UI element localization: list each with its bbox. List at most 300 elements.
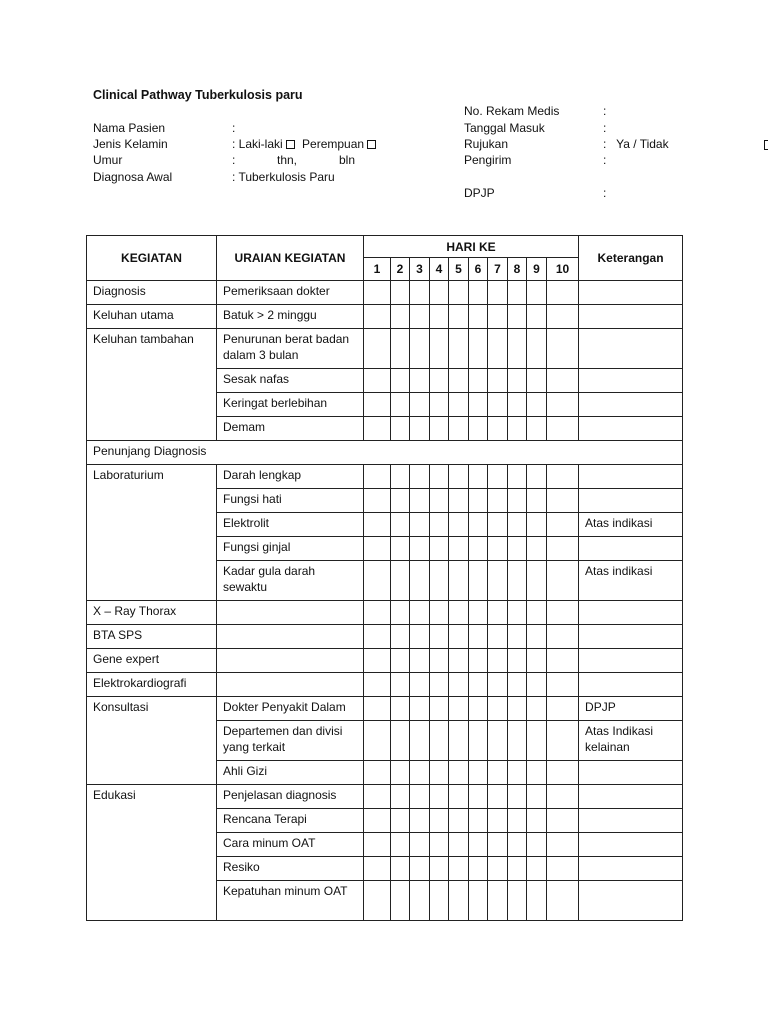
day-1-cell[interactable]	[364, 369, 391, 393]
day-9-cell[interactable]	[527, 697, 547, 721]
day-5-cell[interactable]	[449, 465, 469, 489]
day-8-cell[interactable]	[508, 761, 527, 785]
table-row	[87, 673, 683, 697]
field-label-rujukan: Rujukan	[464, 137, 509, 151]
day-1-cell[interactable]	[364, 833, 391, 857]
day-3-cell[interactable]	[410, 489, 430, 513]
day-8-cell[interactable]	[508, 561, 527, 601]
day-5-cell[interactable]	[449, 393, 469, 417]
day-3-cell[interactable]	[410, 513, 430, 537]
day-8-cell[interactable]	[508, 513, 527, 537]
day-7-cell[interactable]	[488, 625, 508, 649]
day-1-cell[interactable]	[364, 281, 391, 305]
keterangan-cell[interactable]	[579, 489, 683, 513]
day-6-cell[interactable]	[469, 393, 488, 417]
day-5-cell[interactable]	[449, 329, 469, 369]
keterangan-cell[interactable]	[579, 417, 683, 441]
day-3-cell[interactable]	[410, 881, 430, 921]
uraian-cell: Penjelasan diagnosis	[217, 785, 364, 809]
day-9-cell[interactable]	[527, 537, 547, 561]
day-3-cell[interactable]	[410, 601, 430, 625]
uraian-cell	[217, 625, 364, 649]
checkbox-rujukan[interactable]	[764, 140, 768, 150]
day-9-cell[interactable]	[527, 673, 547, 697]
day-10-cell[interactable]	[547, 881, 579, 921]
day-4-cell[interactable]	[430, 809, 449, 833]
day-9-cell[interactable]	[527, 785, 547, 809]
day-9-cell[interactable]	[527, 513, 547, 537]
day-3-cell[interactable]	[410, 721, 430, 761]
day-10-cell[interactable]	[547, 305, 579, 329]
day-8-cell[interactable]	[508, 809, 527, 833]
day-2-cell[interactable]	[391, 393, 410, 417]
day-8-cell[interactable]	[508, 649, 527, 673]
day-7-cell[interactable]	[488, 761, 508, 785]
day-7-cell[interactable]	[488, 857, 508, 881]
day-3-cell[interactable]	[410, 761, 430, 785]
uraian-cell: Fungsi ginjal	[217, 537, 364, 561]
day-3-cell[interactable]	[410, 625, 430, 649]
header-day-10: 10	[547, 258, 579, 281]
day-1-cell[interactable]	[364, 761, 391, 785]
day-9-cell[interactable]	[527, 649, 547, 673]
day-3-cell[interactable]	[410, 417, 430, 441]
section-row	[87, 441, 683, 465]
day-10-cell[interactable]	[547, 465, 579, 489]
day-3-cell[interactable]	[410, 561, 430, 601]
keterangan-cell[interactable]	[579, 625, 683, 649]
day-1-cell[interactable]	[364, 649, 391, 673]
day-1-cell[interactable]	[364, 513, 391, 537]
day-8-cell[interactable]	[508, 857, 527, 881]
day-8-cell[interactable]	[508, 281, 527, 305]
day-1-cell[interactable]	[364, 721, 391, 761]
day-3-cell[interactable]	[410, 649, 430, 673]
day-2-cell[interactable]	[391, 857, 410, 881]
day-7-cell[interactable]	[488, 417, 508, 441]
day-10-cell[interactable]	[547, 601, 579, 625]
day-4-cell[interactable]	[430, 673, 449, 697]
keterangan-cell[interactable]	[579, 857, 683, 881]
day-9-cell[interactable]	[527, 601, 547, 625]
day-4-cell[interactable]	[430, 601, 449, 625]
day-1-cell[interactable]	[364, 697, 391, 721]
day-4-cell[interactable]	[430, 489, 449, 513]
day-3-cell[interactable]	[410, 369, 430, 393]
day-3-cell[interactable]	[410, 673, 430, 697]
day-7-cell[interactable]	[488, 809, 508, 833]
day-10-cell[interactable]	[547, 673, 579, 697]
day-7-cell[interactable]	[488, 489, 508, 513]
day-3-cell[interactable]	[410, 809, 430, 833]
day-6-cell[interactable]	[469, 417, 488, 441]
kegiatan-cell: Keluhan utama	[87, 305, 217, 329]
day-9-cell[interactable]	[527, 489, 547, 513]
day-1-cell[interactable]	[364, 305, 391, 329]
keterangan-cell[interactable]	[579, 785, 683, 809]
day-2-cell[interactable]	[391, 721, 410, 761]
uraian-cell: Darah lengkap	[217, 465, 364, 489]
day-4-cell[interactable]	[430, 281, 449, 305]
keterangan-cell[interactable]: DPJP	[579, 697, 683, 721]
day-5-cell[interactable]	[449, 281, 469, 305]
day-2-cell[interactable]	[391, 417, 410, 441]
day-7-cell[interactable]	[488, 305, 508, 329]
day-8-cell[interactable]	[508, 329, 527, 369]
day-9-cell[interactable]	[527, 417, 547, 441]
day-3-cell[interactable]	[410, 329, 430, 369]
day-4-cell[interactable]	[430, 305, 449, 329]
day-10-cell[interactable]	[547, 649, 579, 673]
day-4-cell[interactable]	[430, 881, 449, 921]
table-row	[87, 697, 683, 721]
checkbox-laki-laki[interactable]	[286, 140, 295, 149]
day-1-cell[interactable]	[364, 809, 391, 833]
table-row	[87, 625, 683, 649]
table-row	[87, 785, 683, 809]
day-5-cell[interactable]	[449, 537, 469, 561]
table-row	[87, 465, 683, 489]
day-7-cell[interactable]	[488, 649, 508, 673]
day-6-cell[interactable]	[469, 537, 488, 561]
day-9-cell[interactable]	[527, 625, 547, 649]
day-5-cell[interactable]	[449, 513, 469, 537]
day-10-cell[interactable]	[547, 809, 579, 833]
day-10-cell[interactable]	[547, 417, 579, 441]
keterangan-cell[interactable]	[579, 673, 683, 697]
day-7-cell[interactable]	[488, 881, 508, 921]
keterangan-cell[interactable]	[579, 601, 683, 625]
day-7-cell[interactable]	[488, 601, 508, 625]
field-value-rujukan[interactable]: : Ya / Tidak	[603, 137, 669, 151]
day-2-cell[interactable]	[391, 833, 410, 857]
day-6-cell[interactable]	[469, 513, 488, 537]
uraian-cell	[217, 649, 364, 673]
keterangan-cell[interactable]	[579, 393, 683, 417]
day-9-cell[interactable]	[527, 857, 547, 881]
day-4-cell[interactable]	[430, 721, 449, 761]
field-value-nama-pasien[interactable]: :	[232, 121, 236, 135]
keterangan-cell[interactable]: Atas indikasi	[579, 561, 683, 601]
field-value-pengirim[interactable]: :	[603, 153, 607, 167]
field-label-dpjp: DPJP	[464, 186, 495, 200]
day-2-cell[interactable]	[391, 881, 410, 921]
field-label-jenis-kelamin: Jenis Kelamin	[93, 137, 168, 151]
day-9-cell[interactable]	[527, 465, 547, 489]
day-8-cell[interactable]	[508, 673, 527, 697]
day-5-cell[interactable]	[449, 305, 469, 329]
day-4-cell[interactable]	[430, 417, 449, 441]
field-value-jenis-kelamin	[232, 137, 376, 151]
day-2-cell[interactable]	[391, 305, 410, 329]
day-2-cell[interactable]	[391, 489, 410, 513]
keterangan-cell[interactable]	[579, 369, 683, 393]
day-8-cell[interactable]	[508, 417, 527, 441]
day-1-cell[interactable]	[364, 625, 391, 649]
day-10-cell[interactable]	[547, 329, 579, 369]
keterangan-cell[interactable]	[579, 881, 683, 921]
day-1-cell[interactable]	[364, 465, 391, 489]
day-7-cell[interactable]	[488, 537, 508, 561]
day-5-cell[interactable]	[449, 489, 469, 513]
day-5-cell[interactable]	[449, 761, 469, 785]
day-10-cell[interactable]	[547, 369, 579, 393]
day-7-cell[interactable]	[488, 721, 508, 761]
day-3-cell[interactable]	[410, 537, 430, 561]
day-8-cell[interactable]	[508, 369, 527, 393]
header-day-8: 8	[508, 258, 527, 281]
day-1-cell[interactable]	[364, 417, 391, 441]
day-6-cell[interactable]	[469, 857, 488, 881]
day-2-cell[interactable]	[391, 673, 410, 697]
kegiatan-cell: Edukasi	[87, 785, 217, 921]
day-1-cell[interactable]	[364, 489, 391, 513]
day-6-cell[interactable]	[469, 601, 488, 625]
day-5-cell[interactable]	[449, 785, 469, 809]
day-1-cell[interactable]	[364, 881, 391, 921]
day-7-cell[interactable]	[488, 281, 508, 305]
keterangan-cell[interactable]	[579, 329, 683, 369]
day-10-cell[interactable]	[547, 393, 579, 417]
day-6-cell[interactable]	[469, 673, 488, 697]
day-3-cell[interactable]	[410, 697, 430, 721]
day-7-cell[interactable]	[488, 369, 508, 393]
day-5-cell[interactable]	[449, 601, 469, 625]
day-2-cell[interactable]	[391, 809, 410, 833]
keterangan-cell[interactable]	[579, 649, 683, 673]
day-9-cell[interactable]	[527, 809, 547, 833]
day-7-cell[interactable]	[488, 673, 508, 697]
field-value-no-rekam-medis[interactable]: :	[603, 104, 607, 118]
day-7-cell[interactable]	[488, 561, 508, 601]
day-3-cell[interactable]	[410, 833, 430, 857]
day-5-cell[interactable]	[449, 625, 469, 649]
day-1-cell[interactable]	[364, 329, 391, 369]
day-2-cell[interactable]	[391, 465, 410, 489]
keterangan-cell[interactable]	[579, 281, 683, 305]
day-4-cell[interactable]	[430, 513, 449, 537]
day-7-cell[interactable]	[488, 393, 508, 417]
day-1-cell[interactable]	[364, 785, 391, 809]
day-4-cell[interactable]	[430, 697, 449, 721]
day-6-cell[interactable]	[469, 649, 488, 673]
day-9-cell[interactable]	[527, 305, 547, 329]
day-7-cell[interactable]	[488, 513, 508, 537]
day-8-cell[interactable]	[508, 537, 527, 561]
day-2-cell[interactable]	[391, 513, 410, 537]
day-5-cell[interactable]	[449, 649, 469, 673]
kegiatan-cell: Diagnosis	[87, 281, 217, 305]
day-8-cell[interactable]	[508, 625, 527, 649]
day-3-cell[interactable]	[410, 857, 430, 881]
header-day-6: 6	[469, 258, 488, 281]
field-value-dpjp[interactable]: :	[603, 186, 607, 200]
day-8-cell[interactable]	[508, 393, 527, 417]
uraian-cell	[217, 673, 364, 697]
uraian-cell: Sesak nafas	[217, 369, 364, 393]
day-4-cell[interactable]	[430, 761, 449, 785]
day-6-cell[interactable]	[469, 369, 488, 393]
kegiatan-cell: BTA SPS	[87, 625, 217, 649]
day-2-cell[interactable]	[391, 785, 410, 809]
day-5-cell[interactable]	[449, 417, 469, 441]
uraian-cell: Ahli Gizi	[217, 761, 364, 785]
day-9-cell[interactable]	[527, 369, 547, 393]
day-3-cell[interactable]	[410, 393, 430, 417]
day-4-cell[interactable]	[430, 625, 449, 649]
field-label-pengirim: Pengirim	[464, 153, 512, 167]
day-5-cell[interactable]	[449, 561, 469, 601]
day-2-cell[interactable]	[391, 329, 410, 369]
day-4-cell[interactable]	[430, 649, 449, 673]
day-4-cell[interactable]	[430, 537, 449, 561]
checkbox-perempuan[interactable]	[367, 140, 376, 149]
day-5-cell[interactable]	[449, 369, 469, 393]
day-4-cell[interactable]	[430, 329, 449, 369]
day-4-cell[interactable]	[430, 561, 449, 601]
day-8-cell[interactable]	[508, 465, 527, 489]
day-2-cell[interactable]	[391, 697, 410, 721]
day-6-cell[interactable]	[469, 625, 488, 649]
field-value-umur-colon: :	[232, 153, 236, 167]
day-8-cell[interactable]	[508, 489, 527, 513]
kegiatan-cell: Gene expert	[87, 649, 217, 673]
day-7-cell[interactable]	[488, 833, 508, 857]
day-6-cell[interactable]	[469, 785, 488, 809]
day-5-cell[interactable]	[449, 673, 469, 697]
day-1-cell[interactable]	[364, 537, 391, 561]
day-6-cell[interactable]	[469, 697, 488, 721]
day-5-cell[interactable]	[449, 721, 469, 761]
day-6-cell[interactable]	[469, 489, 488, 513]
day-2-cell[interactable]	[391, 561, 410, 601]
day-5-cell[interactable]	[449, 833, 469, 857]
day-6-cell[interactable]	[469, 561, 488, 601]
day-10-cell[interactable]	[547, 833, 579, 857]
day-8-cell[interactable]	[508, 833, 527, 857]
day-9-cell[interactable]	[527, 393, 547, 417]
keterangan-cell[interactable]	[579, 465, 683, 489]
day-9-cell[interactable]	[527, 721, 547, 761]
keterangan-cell[interactable]	[579, 809, 683, 833]
day-7-cell[interactable]	[488, 329, 508, 369]
day-4-cell[interactable]	[430, 465, 449, 489]
day-10-cell[interactable]	[547, 857, 579, 881]
uraian-cell: Dokter Penyakit Dalam	[217, 697, 364, 721]
day-1-cell[interactable]	[364, 857, 391, 881]
keterangan-cell[interactable]	[579, 761, 683, 785]
day-10-cell[interactable]	[547, 561, 579, 601]
day-6-cell[interactable]	[469, 281, 488, 305]
day-9-cell[interactable]	[527, 329, 547, 369]
keterangan-cell[interactable]	[579, 833, 683, 857]
clinical-pathway-table	[86, 235, 683, 921]
day-4-cell[interactable]	[430, 785, 449, 809]
day-1-cell[interactable]	[364, 601, 391, 625]
day-4-cell[interactable]	[430, 369, 449, 393]
day-8-cell[interactable]	[508, 305, 527, 329]
day-8-cell[interactable]	[508, 785, 527, 809]
day-9-cell[interactable]	[527, 561, 547, 601]
day-10-cell[interactable]	[547, 721, 579, 761]
day-2-cell[interactable]	[391, 625, 410, 649]
day-3-cell[interactable]	[410, 465, 430, 489]
day-1-cell[interactable]	[364, 393, 391, 417]
header-keterangan: Keterangan	[579, 236, 683, 281]
day-10-cell[interactable]	[547, 281, 579, 305]
day-2-cell[interactable]	[391, 601, 410, 625]
uraian-cell: Resiko	[217, 857, 364, 881]
day-2-cell[interactable]	[391, 369, 410, 393]
day-8-cell[interactable]	[508, 697, 527, 721]
day-4-cell[interactable]	[430, 857, 449, 881]
day-4-cell[interactable]	[430, 393, 449, 417]
day-1-cell[interactable]	[364, 561, 391, 601]
keterangan-cell[interactable]	[579, 537, 683, 561]
day-6-cell[interactable]	[469, 721, 488, 761]
day-6-cell[interactable]	[469, 761, 488, 785]
day-8-cell[interactable]	[508, 721, 527, 761]
day-7-cell[interactable]	[488, 785, 508, 809]
day-3-cell[interactable]	[410, 281, 430, 305]
day-2-cell[interactable]	[391, 281, 410, 305]
keterangan-cell[interactable]: Atas Indikasi kelainan	[579, 721, 683, 761]
day-6-cell[interactable]	[469, 305, 488, 329]
day-7-cell[interactable]	[488, 465, 508, 489]
day-6-cell[interactable]	[469, 833, 488, 857]
keterangan-cell[interactable]	[579, 305, 683, 329]
day-2-cell[interactable]	[391, 537, 410, 561]
day-8-cell[interactable]	[508, 881, 527, 921]
day-9-cell[interactable]	[527, 761, 547, 785]
uraian-cell: Pemeriksaan dokter	[217, 281, 364, 305]
day-6-cell[interactable]	[469, 809, 488, 833]
day-1-cell[interactable]	[364, 673, 391, 697]
uraian-cell	[217, 601, 364, 625]
day-9-cell[interactable]	[527, 833, 547, 857]
day-9-cell[interactable]	[527, 881, 547, 921]
day-10-cell[interactable]	[547, 513, 579, 537]
day-5-cell[interactable]	[449, 881, 469, 921]
day-6-cell[interactable]	[469, 881, 488, 921]
uraian-cell: Batuk > 2 minggu	[217, 305, 364, 329]
field-value-tanggal-masuk[interactable]: :	[603, 121, 607, 135]
day-3-cell[interactable]	[410, 785, 430, 809]
day-7-cell[interactable]	[488, 697, 508, 721]
field-label-no-rekam-medis: No. Rekam Medis	[464, 104, 560, 118]
day-2-cell[interactable]	[391, 761, 410, 785]
day-9-cell[interactable]	[527, 281, 547, 305]
day-5-cell[interactable]	[449, 809, 469, 833]
day-3-cell[interactable]	[410, 305, 430, 329]
day-10-cell[interactable]	[547, 625, 579, 649]
day-5-cell[interactable]	[449, 857, 469, 881]
day-6-cell[interactable]	[469, 465, 488, 489]
day-6-cell[interactable]	[469, 329, 488, 369]
uraian-cell: Kadar gula darah sewaktu	[217, 561, 364, 601]
day-4-cell[interactable]	[430, 833, 449, 857]
header-day-1: 1	[364, 258, 391, 281]
day-8-cell[interactable]	[508, 601, 527, 625]
day-10-cell[interactable]	[547, 697, 579, 721]
keterangan-cell[interactable]: Atas indikasi	[579, 513, 683, 537]
day-10-cell[interactable]	[547, 537, 579, 561]
day-2-cell[interactable]	[391, 649, 410, 673]
day-10-cell[interactable]	[547, 761, 579, 785]
day-10-cell[interactable]	[547, 489, 579, 513]
day-5-cell[interactable]	[449, 697, 469, 721]
day-10-cell[interactable]	[547, 785, 579, 809]
